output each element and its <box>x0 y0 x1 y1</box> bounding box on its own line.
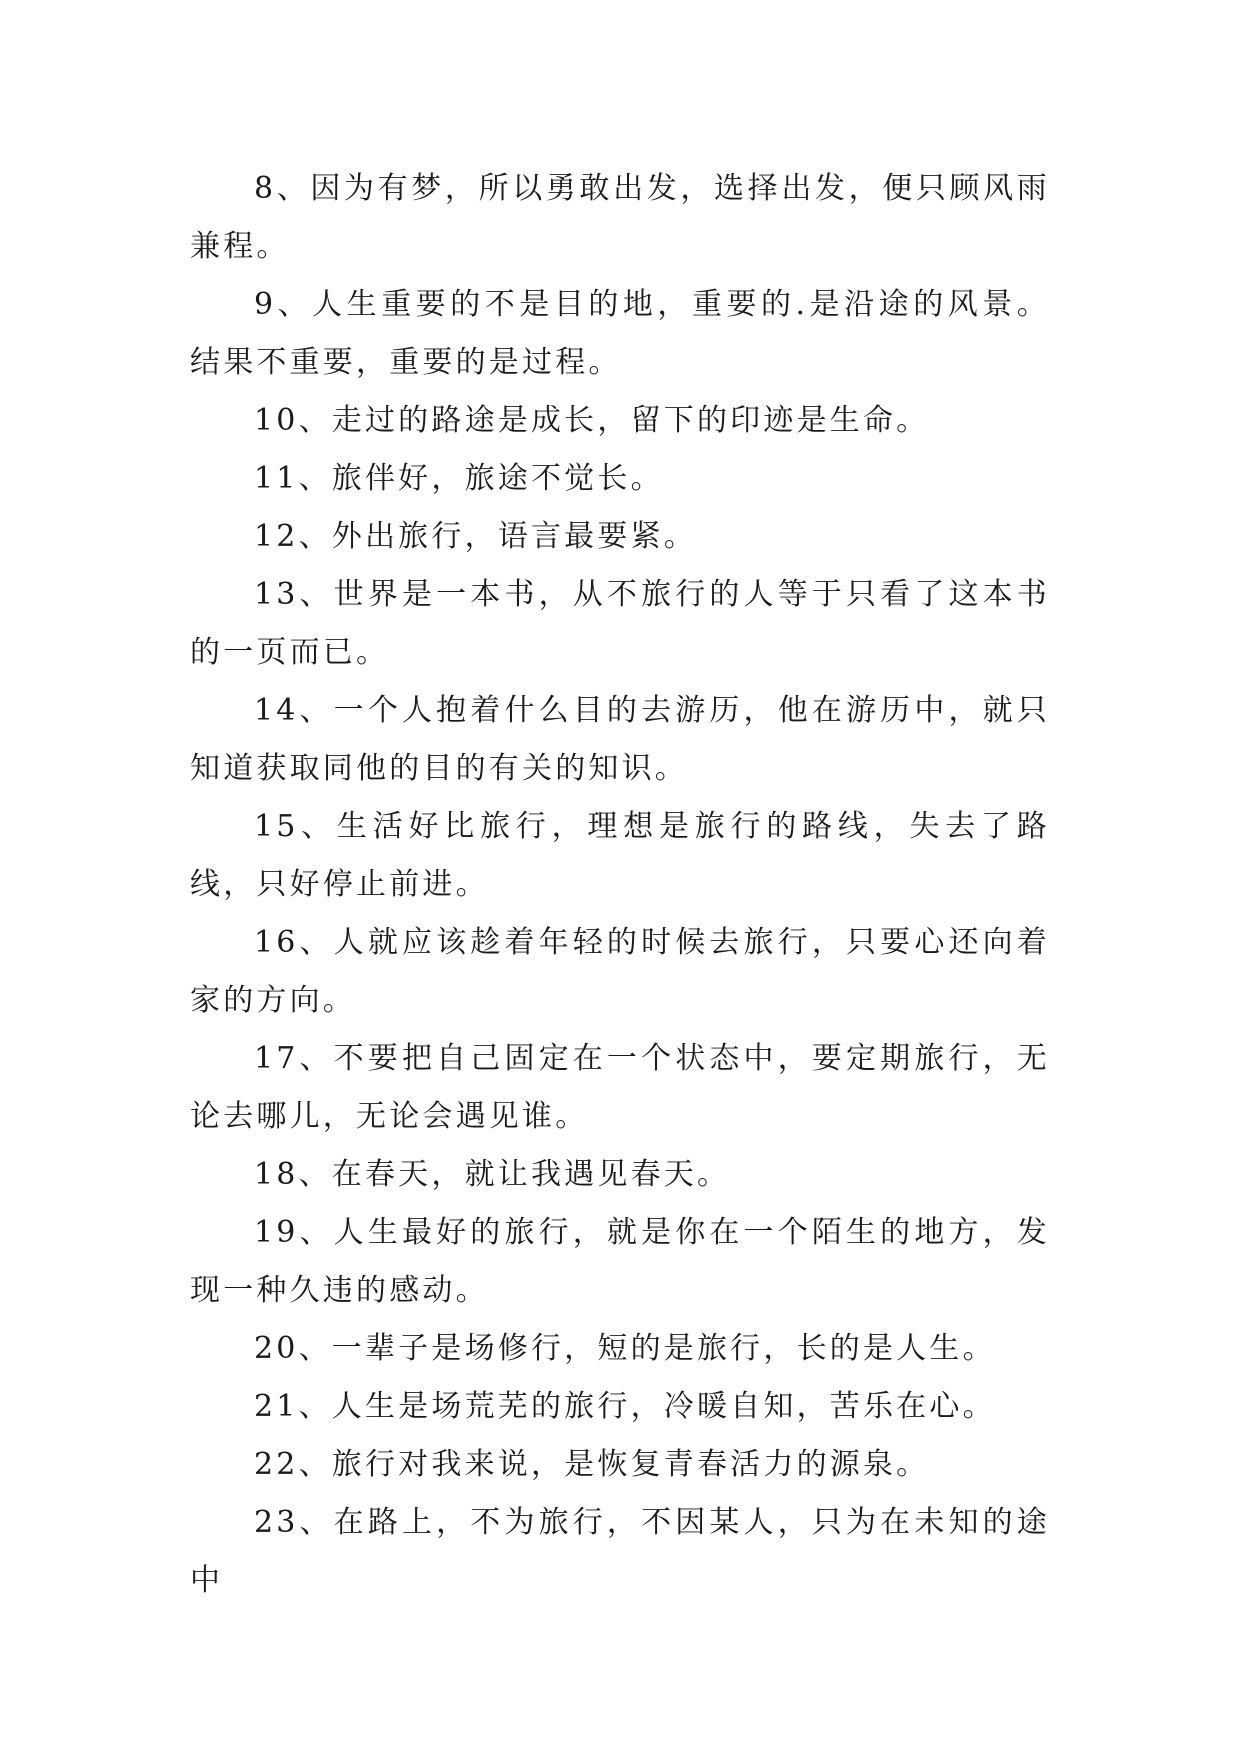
paragraph-12: 12、外出旅行，语言最要紧。 <box>254 519 697 554</box>
paragraph-8: 8、因为有梦，所以勇敢出发，选择出发，便只顾风雨兼程。 <box>190 171 1050 264</box>
paragraph-20: 20、一辈子是场修行，短的是旅行，长的是人生。 <box>254 1331 996 1366</box>
paragraph-17: 17、不要把自己固定在一个状态中，要定期旅行，无论去哪儿，无论会遇见谁。 <box>190 1041 1050 1134</box>
paragraph-9: 9、人生重要的不是目的地，重要的.是沿途的风景。结果不重要，重要的是过程。 <box>190 287 1050 380</box>
paragraph-15: 15、生活好比旅行，理想是旅行的路线，失去了路线，只好停止前进。 <box>190 809 1050 902</box>
paragraph-22: 22、旅行对我来说，是恢复青春活力的源泉。 <box>254 1447 930 1482</box>
paragraph-14: 14、一个人抱着什么目的去游历，他在游历中，就只知道获取同他的目的有关的知识。 <box>190 693 1050 786</box>
paragraph-10: 10、走过的路途是成长，留下的印迹是生命。 <box>254 403 930 438</box>
paragraph-18: 18、在春天，就让我遇见春天。 <box>254 1157 731 1192</box>
paragraph-16: 16、人就应该趁着年轻的时候去旅行，只要心还向着家的方向。 <box>190 925 1050 1018</box>
paragraph-13: 13、世界是一本书，从不旅行的人等于只看了这本书的一页而已。 <box>190 577 1050 670</box>
paragraph-23: 23、在路上，不为旅行，不因某人，只为在未知的途中 <box>190 1505 1050 1598</box>
paragraph-11: 11、旅伴好，旅途不觉长。 <box>254 461 664 496</box>
paragraph-19: 19、人生最好的旅行，就是你在一个陌生的地方，发现一种久违的感动。 <box>190 1215 1050 1308</box>
paragraph-21: 21、人生是场荒芜的旅行，冷暖自知，苦乐在心。 <box>254 1389 996 1424</box>
document-body <box>190 160 1050 1610</box>
